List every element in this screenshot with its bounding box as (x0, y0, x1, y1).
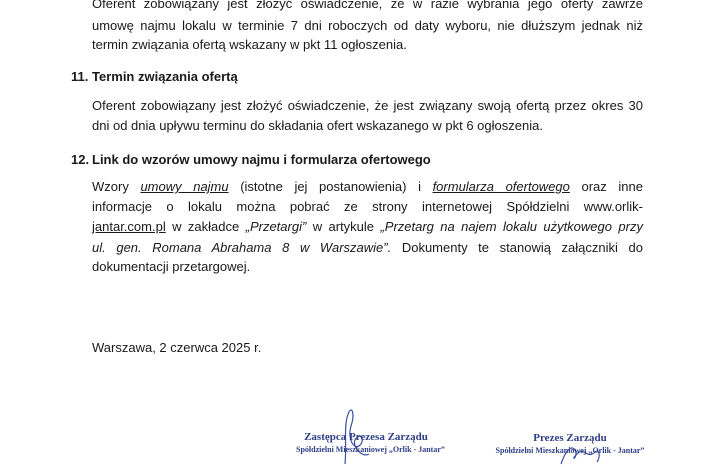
stamp-left-org: Spółdzielni Mieszkaniowej „Orlik - Jantar” (296, 445, 445, 454)
place-date: Warszawa, 2 czerwca 2025 r. (92, 340, 262, 355)
link-orlik-jantar[interactable]: jantar.com.pl (92, 219, 166, 234)
text-oraz-inne: oraz inne (581, 179, 643, 194)
section-12-title: Link do wzorów umowy najmu i formularza ofertowego (92, 152, 431, 167)
stamp-right-title: Prezes Zarządu (533, 432, 607, 444)
section-10-line-3: termin związania ofertą wskazany w pkt 11 ogłoszenia. (92, 37, 407, 52)
stamp-right-org: Spółdzielni Mieszkaniowej „Orlik - Jantar” (495, 446, 645, 455)
text-wzory: Wzory (92, 179, 129, 194)
stamp-left-title: Zastępca Prezesa Zarządu (304, 431, 428, 443)
section-11-number: 11. (71, 69, 89, 84)
section-11-line-1: Oferent zobowiązany jest złożyć oświadczenie, że jest związany swoją ofertą przez okres 30 (92, 98, 643, 113)
section-12-line-4 (92, 240, 643, 256)
stamp-left (296, 431, 445, 454)
text-article-title: „Przetarg na najem lokalu użytkowego przy (380, 219, 643, 234)
text-istotne: (istotne jej postanowienia) i (240, 179, 421, 194)
section-12-line-3 (92, 219, 643, 235)
stamp-right (495, 432, 645, 455)
link-formularza-ofertowego[interactable]: formularza ofertowego (432, 179, 570, 194)
section-12-number: 12. (71, 152, 90, 167)
link-umowy-najmu[interactable]: umowy najmu (140, 179, 229, 194)
section-10-line-1: Oferent zobowiązany jest złożyć oświadczenie, że w razie wybrania jego oferty zawrze (92, 0, 643, 11)
section-11-heading (71, 69, 238, 85)
text-w-artykule: w artykule (312, 219, 375, 234)
section-11-title: Termin związania ofertą (92, 69, 238, 84)
section-12-line-2: informacje o lokalu można pobrać ze strony internetowej Spółdzielni www.orlik- (92, 199, 643, 214)
section-12-heading (71, 152, 431, 168)
section-11-line-2: dni od dnia upływu terminu do składania ofert wskazanego w pkt 6 ogłoszenia. (92, 118, 543, 133)
text-przetargi: „Przetargi” (245, 219, 307, 234)
text-w-zakladce: w zakładce (172, 219, 240, 234)
text-dokumenty: Dokumenty te stanowią załączniki do (401, 240, 643, 255)
text-address: ul. gen. Romana Abrahama 8 w Warszawie”. (92, 240, 392, 255)
section-12-line-1 (92, 179, 643, 195)
section-10-line-2: umowę najmu lokalu w terminie 7 dni roboczych od daty wyboru, nie dłuższym jednak niż (92, 18, 643, 33)
section-12-line-5: dokumentacji przetargowej. (92, 259, 251, 274)
